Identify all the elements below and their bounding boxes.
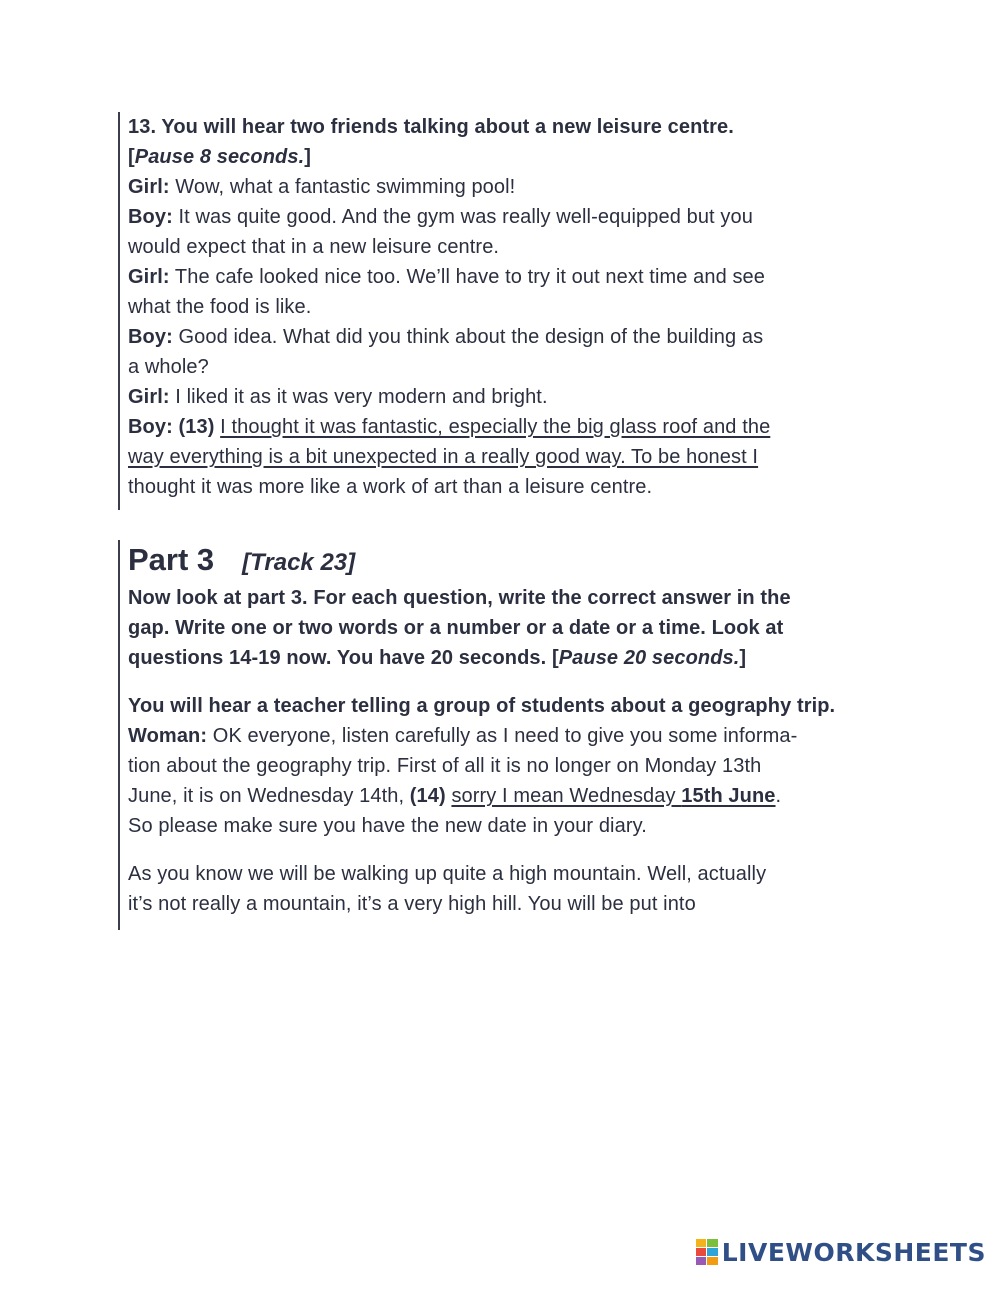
answer-text: sorry I mean Wednesday 15th June [451, 785, 776, 807]
dialogue-line: Woman: OK everyone, listen carefully as I need to give you some informa- [128, 725, 798, 747]
dialogue-line: Girl: Wow, what a fantastic swimming pool! [128, 176, 516, 198]
answer-line: Boy: (13) I thought it was fantastic, especially the big glass roof and the [128, 416, 771, 438]
dialogue-line: would expect that in a new leisure centre. [128, 236, 500, 258]
dialogue-line: As you know we will be walking up quite a high mountain. Well, actually [128, 863, 767, 885]
answer-text: I thought it was fantastic, especially the big glass roof and the [220, 416, 771, 438]
dialogue-line: Girl: The cafe looked nice too. We’ll have to try it out next time and see [128, 266, 766, 288]
liveworksheets-icon [696, 1239, 718, 1265]
part-title: Part 3 [Track 23] [128, 542, 356, 577]
dialogue-line: Boy: Good idea. What did you think about the design of the building as [128, 326, 764, 348]
transcript-section-part3 [118, 540, 888, 930]
instruction-line: questions 14-19 now. You have 20 seconds. [Pause 20 seconds.] [128, 647, 747, 669]
question-heading: 13. You will hear two friends talking about a new leisure centre. [128, 116, 734, 138]
dialogue-line: tion about the geography trip. First of all it is no longer on Monday 13th [128, 755, 762, 777]
dialogue-line: it’s not really a mountain, it’s a very high hill. You will be put into [128, 893, 696, 915]
dialogue-line: So please make sure you have the new date in your diary. [128, 815, 647, 837]
logo-text: LIVEWORKSHEETS [721, 1237, 986, 1267]
transcript-section-13 [118, 112, 888, 510]
dialogue-line: Boy: It was quite good. And the gym was really well-equipped but you [128, 206, 753, 228]
intro-line: You will hear a teacher telling a group of students about a geography trip. [128, 695, 836, 717]
answer-line: thought it was more like a work of art than a leisure centre. [128, 476, 653, 498]
answer-line [128, 442, 888, 472]
answer-line: June, it is on Wednesday 14th, (14) sorry I mean Wednesday 15th June. [128, 785, 782, 807]
dialogue-line: a whole? [128, 356, 209, 378]
answer-text: way everything is a bit unexpected in a really good way. To be honest I [128, 446, 759, 468]
dialogue-line: Girl: I liked it as it was very modern and bright. [128, 386, 548, 408]
liveworksheets-logo[interactable] [696, 1235, 986, 1269]
dialogue-line: what the food is like. [128, 296, 312, 318]
track-label: [Track 23] [242, 549, 356, 576]
pause-note: [Pause 8 seconds.] [128, 146, 311, 168]
instruction-line: Now look at part 3. For each question, write the correct answer in the [128, 587, 791, 609]
instruction-line: gap. Write one or two words or a number or a date or a time. Look at [128, 617, 784, 639]
